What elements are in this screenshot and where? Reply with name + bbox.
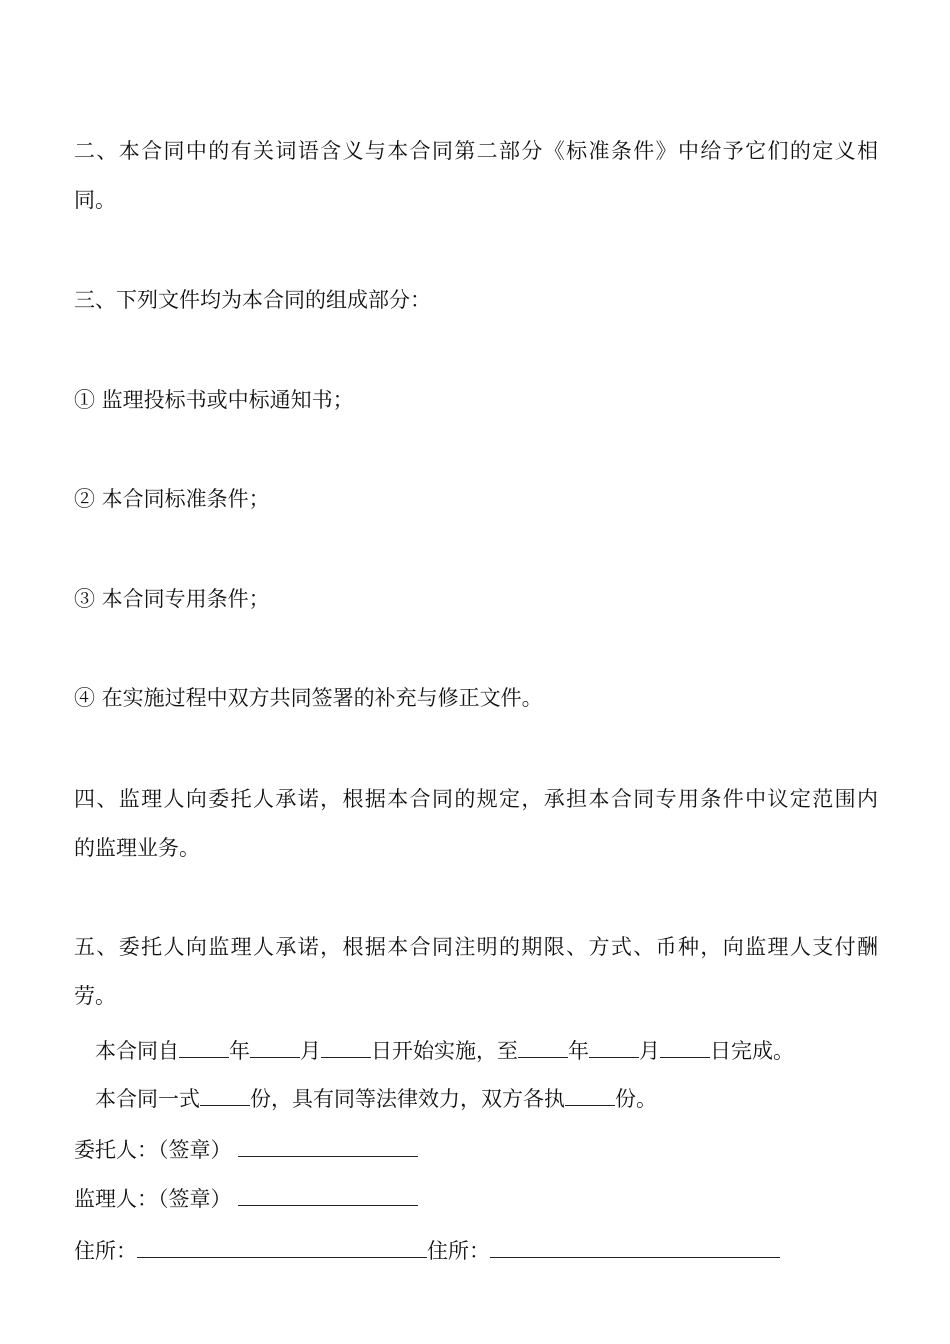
list-item-1: ① 监理投标书或中标通知书；: [74, 388, 354, 412]
copies-prefix: 本合同一式: [95, 1087, 200, 1111]
clause-four-line2: 的监理业务。: [74, 836, 200, 860]
address-label-2: 住所：: [427, 1239, 490, 1263]
term-month-2: 月: [639, 1039, 660, 1063]
client-signature-line: [74, 1137, 418, 1161]
day-blank-2[interactable]: [660, 1038, 710, 1058]
address-blank-2[interactable]: [490, 1238, 780, 1258]
term-line: [95, 1038, 794, 1062]
list-item-3: ③ 本合同专用条件；: [74, 587, 270, 611]
client-signature-label: 委托人：（签章）: [74, 1138, 232, 1162]
clause-two-line2: 同。: [74, 188, 116, 212]
clause-three: 三、下列文件均为本合同的组成部分：: [74, 288, 431, 312]
term-month-1: 月: [300, 1039, 321, 1063]
clause-two-line1: 二、本合同中的有关词语含义与本合同第二部分《标准条件》中给予它们的定义相: [74, 139, 878, 163]
term-year-1: 年: [229, 1039, 250, 1063]
month-blank-1[interactable]: [250, 1038, 300, 1058]
year-blank-1[interactable]: [179, 1038, 229, 1058]
copies-total-blank[interactable]: [200, 1086, 250, 1106]
list-item-2: ② 本合同标准条件；: [74, 487, 270, 511]
supervisor-signature-label: 监理人：（签章）: [74, 1187, 232, 1211]
address-line: [74, 1238, 780, 1262]
clause-five-line2: 劳。: [74, 984, 116, 1008]
clause-five-line1: 五、委托人向监理人承诺，根据本合同注明的期限、方式、币种，向监理人支付酬: [74, 935, 878, 959]
copies-suffix: 份。: [615, 1087, 657, 1111]
address-label-1: 住所：: [74, 1239, 137, 1263]
year-blank-2[interactable]: [518, 1038, 568, 1058]
copies-mid: 份，具有同等法律效力，双方各执: [250, 1087, 565, 1111]
term-year-2: 年: [568, 1039, 589, 1063]
clause-four-line1: 四、监理人向委托人承诺，根据本合同的规定，承担本合同专用条件中议定范围内: [74, 787, 878, 811]
term-prefix: 本合同自: [95, 1039, 179, 1063]
address-blank-1[interactable]: [137, 1238, 427, 1258]
client-signature-blank[interactable]: [238, 1137, 418, 1157]
term-end-text: 日完成。: [710, 1039, 794, 1063]
copies-each-blank[interactable]: [565, 1086, 615, 1106]
month-blank-2[interactable]: [589, 1038, 639, 1058]
supervisor-signature-blank[interactable]: [238, 1186, 418, 1206]
day-blank-1[interactable]: [321, 1038, 371, 1058]
list-item-4: ④ 在实施过程中双方共同签署的补充与修正文件。: [74, 686, 543, 710]
copies-line: [95, 1086, 657, 1110]
term-start-text: 日开始实施，至: [371, 1039, 518, 1063]
supervisor-signature-line: [74, 1186, 418, 1210]
